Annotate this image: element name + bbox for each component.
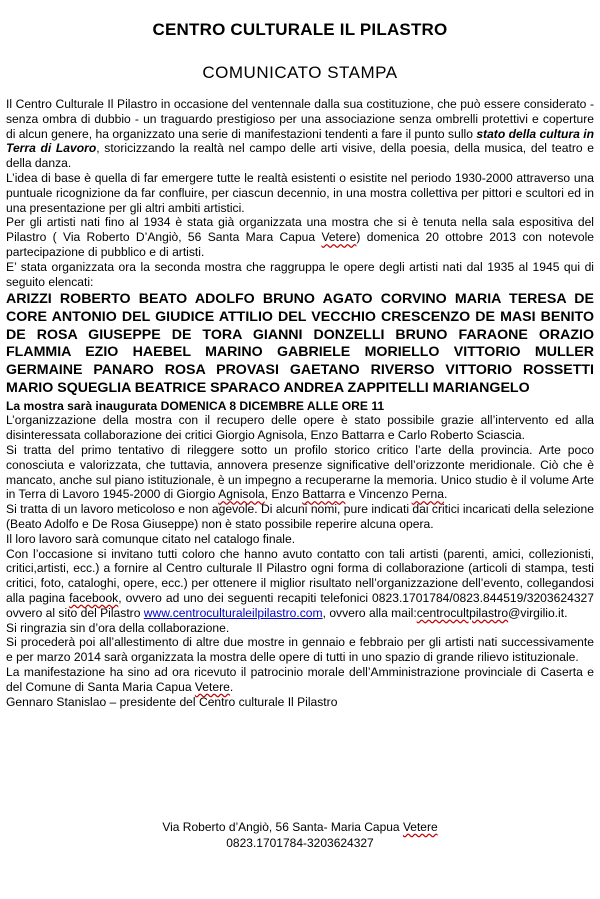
paragraph-idea: L’idea di base è quella di far emergere tutte le realtà esistenti o esistite nel periodo 1930-2000 attraverso una puntuale ricognizione da far confluire, per ciascun decennio, in una mostra collettiva per pittori e scultori ed in una presentazione per gli altri ambiti artistici.	[6, 170, 594, 215]
footer	[0, 819, 600, 851]
paragraph-thanks: Si ringrazia sin d’ora della collaborazione.	[6, 620, 230, 635]
artist-list: ARIZZI ROBERTO BEATO ADOLFO BRUNO AGATO CORVINO MARIA TERESA DE CORE ANTONIO DEL GIUDICE ATTILIO DEL VECCHIO CRESCENZO DE MASI BENITO DE ROSA GIUSEPPE DE TORA GIANNI DONZELLI BRUNO FARAONE ORAZIO FLAMMIA EZIO HAEBEL MARINO GABRIELE MORIELLO VITTORIO MULLER GERMAINE PANARO ROSA PROVASI GAETANO RIVERSO VITTORIO ROSSETTI MARIO SQUEGLIA BEATRICE SPARACO ANDREA ZAPPITELLI MARIANGELO	[6, 291, 594, 396]
paragraph-intro: Il Centro Culturale Il Pilastro in occasione del ventennale dalla sua costituzione, che può essere considerato - senza ombra di dubbio - un traguardo prestigioso per una associazione senza ombrelli protettivi e coperture di alcun genere, ha organizzato una serie di manifestazioni tendenti a fare il punto sullo stato della cultura in Terra di Lavoro, storicizzando la realtà nel campo delle arti visive, della poesia, della musica, del teatro e della danza.	[6, 97, 594, 171]
document-subtitle: COMUNICATO STAMPA	[202, 63, 398, 82]
paragraph-second-exhibition: E’ stata organizzata ora la seconda mostra che raggruppa le opere degli artisti nati dal 1935 al 1945 qui di seguito elencati:	[6, 259, 594, 289]
facebook-text: facebook	[69, 590, 119, 605]
paragraph-catalog: Il loro lavoro sarà comunque citato nel catalogo finale.	[6, 531, 296, 546]
document-title: CENTRO CULTURALE IL PILASTRO	[152, 20, 448, 39]
paragraph-history: Si tratta del primo tentativo di rileggere sotto un profilo storico critico l’arte della provincia. Arte poco conosciuta e valorizzata, che tuttavia, annovera presenze significative dell’orizzonte meridionale. Ciò che è mancato, anche sul piano istituzionale, è un impegno a recuperarne la memoria. Unico studio è il volume Arte in Terra di Lavoro 1945-2000 di Giorgio Agnisola, Enzo Battarra e Vincenzo Perna.	[6, 442, 594, 502]
inauguration-notice: La mostra sarà inaugurata DOMENICA 8 DICEMBRE ALLE ORE 11	[6, 398, 385, 413]
document-body	[6, 97, 594, 709]
paragraph-work: Si tratta di un lavoro meticoloso e non agevole. Di alcuni nomi, pure indicati dai critici incaricati della selezione (Beato Adolfo e De Rosa Giuseppe) non è stato possibile reperire alcuna opera.	[6, 502, 594, 531]
paragraph-first-exhibition: Per gli artisti nati fino al 1934 è stata già organizzata una mostra che si è tenuta nella sala espositiva del Pilastro ( Via Roberto D’Angiò, 56 Santa Mara Capua Vetere) domenica 20 ottobre 2013 con notevole partecipazione di pubblico e di artisti.	[6, 215, 594, 259]
website-link[interactable]: www.centroculturaleilpilastro.com	[143, 605, 323, 620]
emphasis-text: stato della cultura in Terra di Lavoro	[6, 126, 594, 156]
paragraph-signature: Gennaro Stanislao – presidente del Centro culturale Il Pilastro	[6, 694, 338, 709]
paragraph-future: Si procederà poi all’allestimento di altre due mostre in gennaio e febbraio per gli artisti nati successivamente e per marzo 2014 sarà organizzata la mostra delle opere di tutti in uno spazio di grande rilievo istituzionale.	[6, 635, 594, 665]
paragraph-contact: Con l’occasione si invitano tutti coloro che hanno avuto contatto con tali artisti (parenti, amici, collezionisti, critici,artisti, ecc.) a fornire al Centro culturale Il Pilastro ogni forma di collaborazione (articoli di stampa, testi critici, foto, cataloghi, opere, ecc.) per ottenere il miglior risultato nell’organizzazione dell’evento, collegandosi alla pagina facebook, ovvero ad uno dei seguenti recapiti telefonici 0823.1701784/0823.844519/3203624327 ovvero al sito del Pilastro www.centroculturaleilpilastro.com, ovvero alla mail:centrocultpilastro@virgilio.it.	[6, 546, 594, 620]
footer-address: Via Roberto d’Angiò, 56 Santa- Maria Capua Vetere	[162, 820, 438, 834]
footer-phones: 0823.1701784-3203624327	[226, 836, 374, 850]
email-user-text: centrocultpilastro	[416, 605, 509, 620]
paragraph-patronage: La manifestazione ha sino ad ora ricevuto il patrocinio morale dell’Amministrazione provinciale di Caserta e del Comune di Santa Maria Capua Vetere.	[6, 664, 594, 694]
paragraph-organization: L’organizzazione della mostra con il recupero delle opere è stato possibile grazie all’intervento ed alla disinteressata collaborazione dei critici Giorgio Agnisola, Enzo Battarra e Carlo Roberto Sciascia.	[6, 413, 594, 443]
